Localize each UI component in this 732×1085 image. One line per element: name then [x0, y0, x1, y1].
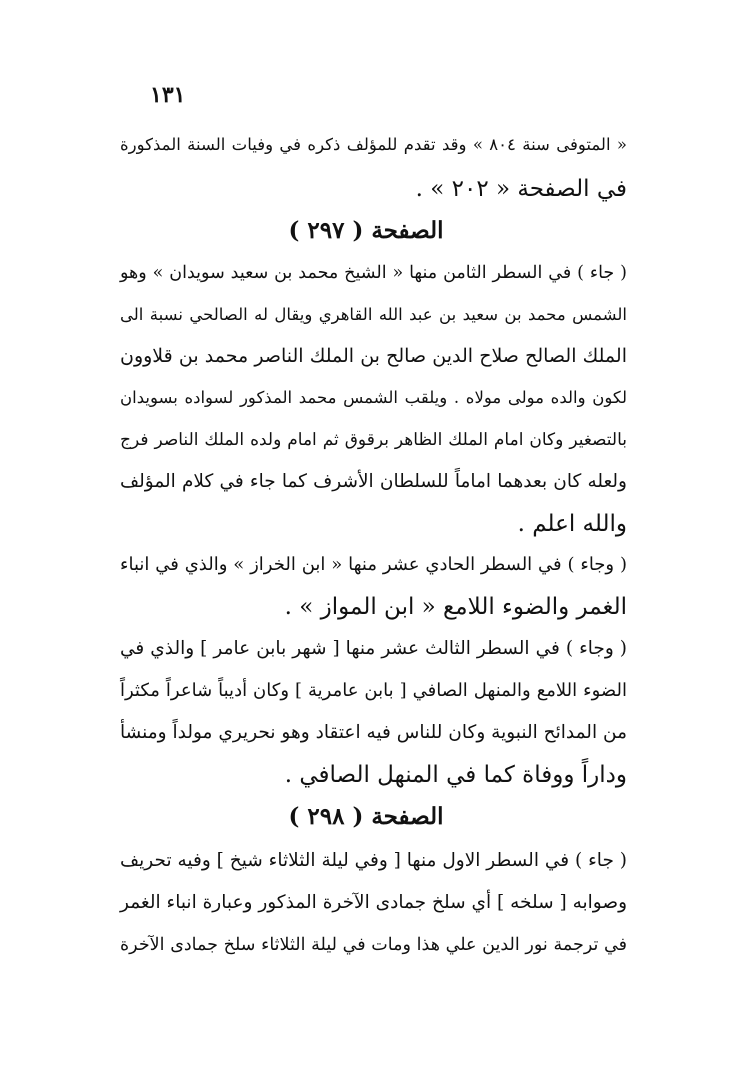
text-line: وداراً ووفاة كما في المنهل الصافي . — [284, 762, 627, 788]
text-line: ( وجاء ) في السطر الحادي عشر منها « ابن الخراز » والذي في انباء — [120, 554, 627, 575]
text-line: الشمس محمد بن سعيد بن عبد الله القاهري ويقال له الصالحي نسبة الى — [120, 305, 627, 324]
text-line: الضوء اللامع والمنهل الصافي [ بابن عامرية ] وكان أديباً شاعراً مكثراً — [120, 680, 627, 701]
text-line: « المتوفى سنة ٨٠٤ » وقد تقدم للمؤلف ذكره في وفيات السنة المذكورة — [120, 135, 627, 154]
text-line: ولعله كان بعدهما اماماً للسلطان الأشرف كما جاء في كلام المؤلف — [120, 471, 627, 492]
text-line: ( جاء ) في السطر الثامن منها « الشيخ محمد بن سعيد سويدان » وهو — [120, 263, 627, 283]
text-line: وصوابه [ سلخه ] أي سلخ جمادى الآخرة المذكور وعبارة انباء الغمر — [120, 892, 627, 913]
page-number: ١٣١ — [150, 82, 186, 108]
text-line: ( جاء ) في السطر الاول منها [ وفي ليلة الثلاثاء شيخ ] وفيه تحريف — [120, 850, 627, 871]
text-line: لكون والده مولى مولاه . ويلقب الشمس محمد المذكور لسواده بسويدان — [120, 388, 627, 407]
text-line: ( وجاء ) في السطر الثالث عشر منها [ شهر بابن عامر ] والذي في — [120, 638, 627, 659]
section-heading: الصفحة ( ٢٩٨ ) — [288, 803, 444, 830]
text-line: في ترجمة نور الدين علي هذا ومات في ليلة الثلاثاء سلخ جمادى الآخرة — [120, 935, 627, 955]
text-line: الملك الصالح صلاح الدين صالح بن الملك الناصر محمد بن قلاوون — [120, 345, 627, 367]
section-heading: الصفحة ( ٢٩٧ ) — [288, 217, 444, 244]
text-line: بالتصغير وكان امام الملك الظاهر برقوق ثم امام ولده الملك الناصر فرج — [120, 430, 627, 450]
text-line: الغمر والضوء اللامع « ابن المواز » . — [284, 594, 627, 620]
text-line: والله اعلم . — [517, 511, 627, 537]
text-line: من المدائح النبوية وكان للناس فيه اعتقاد وهو نحريري مولداً ومنشأ — [120, 722, 627, 743]
text-line: في الصفحة « ٢٠٢ » . — [415, 176, 627, 202]
